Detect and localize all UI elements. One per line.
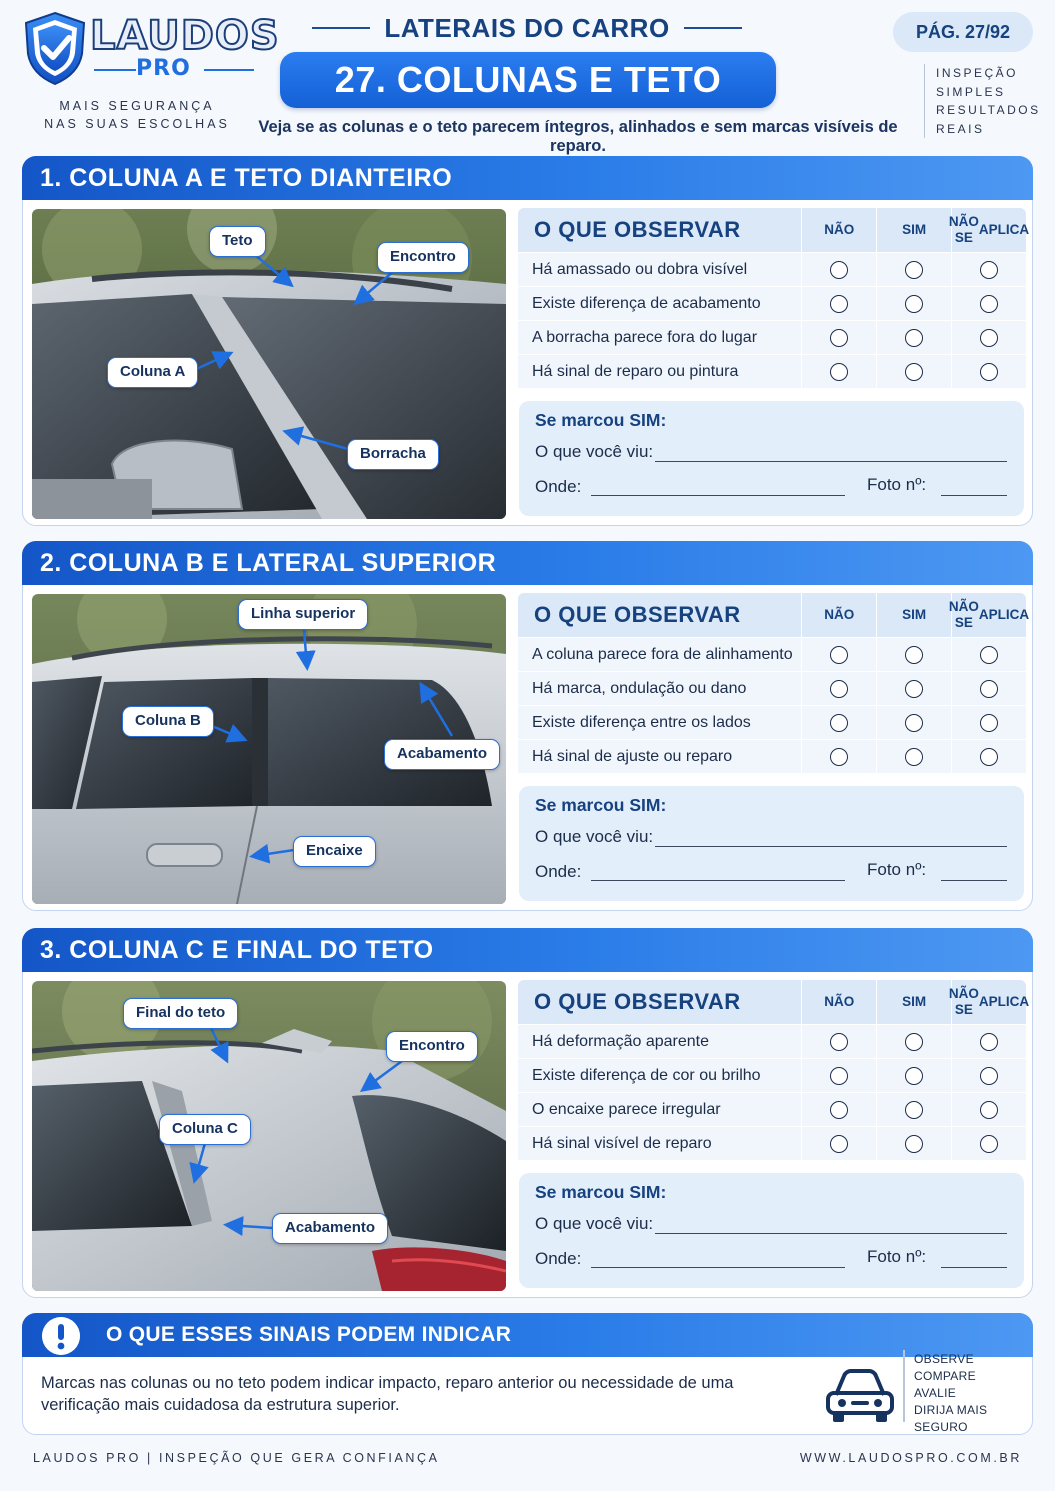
section-title: 1. COLUNA A E TETO DIANTEIRO — [22, 156, 1033, 200]
table-row — [518, 355, 1026, 388]
section-coluna-c — [22, 928, 1033, 1298]
info-word: OBSERVE — [914, 1352, 974, 1366]
radio-sim[interactable] — [905, 680, 923, 698]
item-label: Há sinal de reparo ou pintura — [518, 355, 801, 388]
radio-sim[interactable] — [905, 363, 923, 381]
col-na-line: APLICA — [978, 994, 1030, 1010]
item-label: Existe diferença de cor ou brilho — [518, 1059, 801, 1092]
photo-number-field[interactable] — [941, 495, 1007, 496]
radio-sim[interactable] — [905, 646, 923, 664]
section-title: 2. COLUNA B E LATERAL SUPERIOR — [22, 541, 1033, 585]
car-icon — [820, 1359, 900, 1434]
observation-table — [518, 593, 1030, 773]
what-seen-label: O que você viu: — [535, 442, 654, 461]
footer-website-link[interactable]: WWW.LAUDOSPRO.COM.BR — [799, 1451, 1022, 1465]
radio-nao-se-aplica[interactable] — [980, 1067, 998, 1085]
radio-nao[interactable] — [830, 680, 848, 698]
info-word: COMPARE — [914, 1369, 976, 1383]
kicker-text: LATERAIS DO CARRO — [384, 12, 670, 43]
where-field[interactable] — [591, 880, 845, 881]
callout-coluna-b: Coluna B — [122, 706, 214, 737]
item-label: Há sinal visível de reparo — [518, 1127, 801, 1160]
table-row — [518, 321, 1026, 354]
radio-nao-se-aplica[interactable] — [980, 646, 998, 664]
section-coluna-b — [22, 541, 1033, 911]
radio-nao-se-aplica[interactable] — [980, 363, 998, 381]
table-row — [518, 1025, 1026, 1058]
callout-acabamento: Acabamento — [384, 739, 500, 770]
page-description: Veja se as colunas e o teto parecem íntegros, alinhados e sem marcas visíveis de reparo. — [258, 118, 898, 155]
callout-linha-superior: Linha superior — [238, 599, 368, 630]
callout-encontro: Encontro — [377, 242, 469, 273]
radio-nao[interactable] — [830, 329, 848, 347]
radio-nao-se-aplica[interactable] — [980, 1135, 998, 1153]
info-side-words — [914, 1351, 1032, 1436]
col-sim: SIM — [877, 980, 951, 1024]
table-row — [518, 1127, 1026, 1160]
section-coluna-a — [22, 156, 1033, 526]
info-text-line: Marcas nas colunas ou no teto podem indicar impacto, reparo anterior ou necessidade de uma — [41, 1374, 734, 1392]
where-label: Onde: — [535, 862, 582, 881]
section-title: 3. COLUNA C E FINAL DO TETO — [22, 928, 1033, 972]
item-label: A coluna parece fora de alinhamento — [518, 638, 801, 671]
item-label: Há marca, ondulação ou dano — [518, 672, 801, 705]
radio-nao[interactable] — [830, 1135, 848, 1153]
radio-nao[interactable] — [830, 714, 848, 732]
col-nao: NÃO — [802, 980, 876, 1024]
callout-borracha: Borracha — [347, 439, 439, 470]
table-header — [518, 208, 1030, 252]
col-sim: SIM — [877, 593, 951, 637]
header-side-words — [924, 64, 1041, 138]
brand-name: LAUDOS — [90, 13, 280, 59]
what-seen-field[interactable] — [655, 1233, 1007, 1234]
table-row — [518, 1059, 1026, 1092]
where-label: Onde: — [535, 477, 582, 496]
radio-sim[interactable] — [905, 1135, 923, 1153]
if-yes-box — [519, 401, 1024, 516]
radio-sim[interactable] — [905, 714, 923, 732]
side-word: SIMPLES — [936, 84, 1006, 99]
col-sim: SIM — [877, 208, 951, 252]
car-photo-middle-pillar — [32, 594, 506, 904]
table-heading: O QUE OBSERVAR — [518, 593, 801, 637]
col-nao: NÃO — [802, 593, 876, 637]
callout-final-do-teto: Final do teto — [123, 998, 238, 1029]
table-row — [518, 1093, 1026, 1126]
col-nao-se-aplica — [948, 208, 1030, 252]
radio-nao-se-aplica[interactable] — [980, 748, 998, 766]
table-row — [518, 638, 1026, 671]
kicker-rule — [684, 27, 742, 29]
header-kicker — [312, 12, 742, 44]
radio-nao[interactable] — [830, 1033, 848, 1051]
if-yes-box — [519, 1173, 1024, 1288]
what-seen-label: O que você viu: — [535, 1214, 654, 1233]
info-text — [41, 1372, 761, 1416]
radio-nao[interactable] — [830, 1067, 848, 1085]
car-photo-illustration — [32, 981, 506, 1291]
photo-number-field[interactable] — [941, 880, 1007, 881]
table-header — [518, 593, 1030, 637]
car-photo-rear-pillar — [32, 981, 506, 1291]
brand-tagline: NAS SUAS ESCOLHAS — [44, 117, 230, 131]
kicker-rule — [312, 27, 370, 29]
brand-rule — [94, 69, 136, 71]
table-row — [518, 740, 1026, 773]
footer-brand: LAUDOS PRO | INSPEÇÃO QUE GERA CONFIANÇA — [33, 1451, 440, 1465]
col-na-line: APLICA — [978, 607, 1030, 623]
radio-sim[interactable] — [905, 1067, 923, 1085]
if-yes-title: Se marcou SIM: — [535, 795, 667, 815]
table-row — [518, 672, 1026, 705]
col-na-line: NÃO SE — [948, 599, 979, 630]
item-label: Há amassado ou dobra visível — [518, 253, 801, 286]
where-field[interactable] — [591, 1267, 845, 1268]
if-yes-box — [519, 786, 1024, 901]
table-header — [518, 980, 1030, 1024]
item-label: O encaixe parece irregular — [518, 1093, 801, 1126]
info-word: AVALIE — [914, 1386, 957, 1400]
radio-sim[interactable] — [905, 329, 923, 347]
info-bar — [22, 1313, 1033, 1357]
table-row — [518, 287, 1026, 320]
radio-nao-se-aplica[interactable] — [980, 1033, 998, 1051]
what-seen-field[interactable] — [655, 846, 1007, 847]
info-title: O QUE ESSES SINAIS PODEM INDICAR — [106, 1323, 512, 1346]
callout-encaixe: Encaixe — [293, 836, 376, 867]
col-nao: NÃO — [802, 208, 876, 252]
side-word: REAIS — [936, 121, 985, 136]
radio-nao[interactable] — [830, 295, 848, 313]
photo-number-label: Foto nº: — [867, 860, 927, 879]
table-heading: O QUE OBSERVAR — [518, 980, 801, 1024]
radio-nao[interactable] — [830, 261, 848, 279]
item-label: Há sinal de ajuste ou reparo — [518, 740, 801, 773]
radio-sim[interactable] — [905, 1033, 923, 1051]
signals-info-panel — [22, 1313, 1033, 1435]
callout-acabamento: Acabamento — [272, 1213, 388, 1244]
page-number-badge: PÁG. 27/92 — [893, 12, 1033, 52]
col-nao-se-aplica — [948, 593, 1030, 637]
callout-coluna-c: Coluna C — [159, 1114, 251, 1145]
what-seen-label: O que você viu: — [535, 827, 654, 846]
table-heading: O QUE OBSERVAR — [518, 208, 801, 252]
radio-nao-se-aplica[interactable] — [980, 680, 998, 698]
radio-sim[interactable] — [905, 295, 923, 313]
callout-coluna-a: Coluna A — [107, 357, 198, 388]
col-na-line: APLICA — [978, 222, 1030, 238]
radio-sim[interactable] — [905, 261, 923, 279]
observation-table — [518, 980, 1030, 1160]
info-text-line: verificação mais cuidadosa da estrutura superior. — [41, 1396, 400, 1414]
radio-nao[interactable] — [830, 748, 848, 766]
if-yes-title: Se marcou SIM: — [535, 1182, 667, 1202]
what-seen-field[interactable] — [655, 461, 1007, 462]
radio-nao[interactable] — [830, 1101, 848, 1119]
table-row — [518, 253, 1026, 286]
callout-teto: Teto — [209, 226, 266, 257]
radio-nao-se-aplica[interactable] — [980, 1101, 998, 1119]
radio-nao-se-aplica[interactable] — [980, 714, 998, 732]
car-photo-front-pillar — [32, 209, 506, 519]
side-word: INSPEÇÃO — [936, 66, 1019, 80]
photo-number-label: Foto nº: — [867, 475, 927, 494]
info-divider — [903, 1350, 905, 1422]
side-word: RESULTADOS — [936, 103, 1041, 117]
item-label: Existe diferença de acabamento — [518, 287, 801, 320]
col-na-line: NÃO SE — [948, 214, 979, 245]
item-label: Há deformação aparente — [518, 1025, 801, 1058]
brand-logo — [18, 8, 280, 131]
observation-table — [518, 208, 1030, 388]
radio-sim[interactable] — [905, 748, 923, 766]
radio-sim[interactable] — [905, 1101, 923, 1119]
brand-rule — [204, 69, 254, 71]
brand-tagline: MAIS SEGURANÇA — [59, 99, 215, 113]
where-label: Onde: — [535, 1249, 582, 1268]
radio-nao-se-aplica[interactable] — [980, 261, 998, 279]
table-row — [518, 706, 1026, 739]
page-title: 27. COLUNAS E TETO — [280, 52, 776, 108]
exclamation-icon — [42, 1317, 80, 1355]
radio-nao-se-aplica[interactable] — [980, 329, 998, 347]
radio-nao[interactable] — [830, 363, 848, 381]
if-yes-title: Se marcou SIM: — [535, 410, 667, 430]
where-field[interactable] — [591, 495, 845, 496]
photo-number-field[interactable] — [941, 1267, 1007, 1268]
item-label: A borracha parece fora do lugar — [518, 321, 801, 354]
col-na-line: NÃO SE — [948, 986, 979, 1017]
col-nao-se-aplica — [948, 980, 1030, 1024]
callout-encontro: Encontro — [386, 1031, 478, 1062]
photo-number-label: Foto nº: — [867, 1247, 927, 1266]
item-label: Existe diferença entre os lados — [518, 706, 801, 739]
brand-sub: PRO — [136, 56, 191, 81]
info-word: DIRIJA MAIS SEGURO — [914, 1403, 988, 1434]
shield-check-icon — [22, 10, 88, 86]
radio-nao[interactable] — [830, 646, 848, 664]
radio-nao-se-aplica[interactable] — [980, 295, 998, 313]
